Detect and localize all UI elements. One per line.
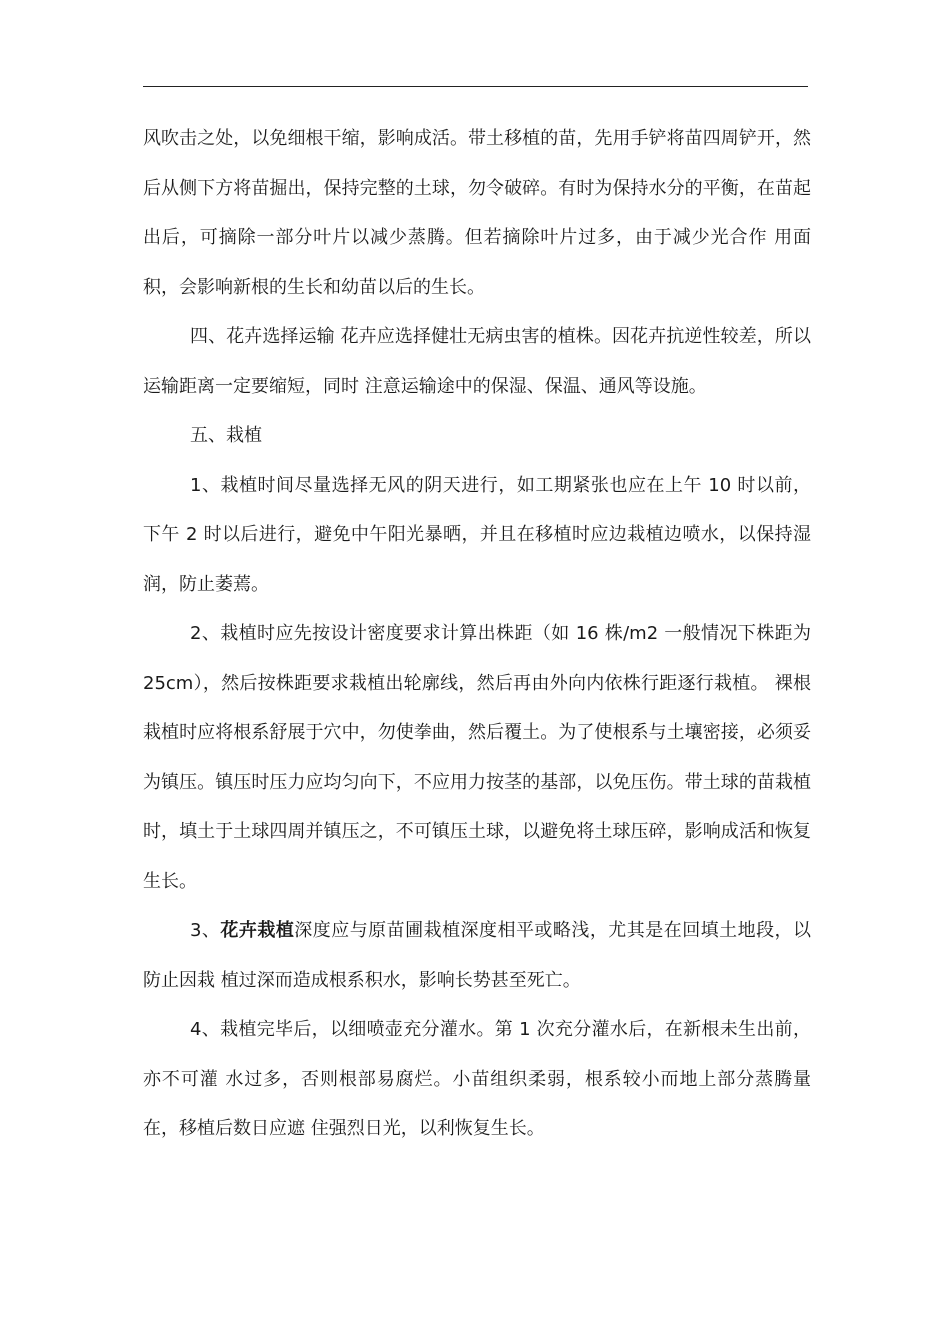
paragraph-item-2: 2、栽植时应先按设计密度要求计算出株距（如 16 株/m2 一般情况下株距为 25cm），然后按株距要求栽植出轮廓线，然后再由外向内依株行距逐行栽植。 裸根栽植时应将根系舒展于穴中，勿使拳曲，然后覆土。为了使根系与土壤密接，必须妥为镇压。镇压时压力应均匀向下，不应用力按茎的基部，以免压伤。带土球的苗栽植时，填土于土球四周并镇压之，不可镇压土球，以避免将土球压碎，影响成活和恢复生长。 bbox=[143, 623, 811, 892]
paragraph-item-3 bbox=[143, 906, 811, 1005]
body-text bbox=[143, 114, 811, 1154]
item-3-rest: 深度应与原苗圃栽植深度相平或略浅，尤其是在回填土地段，以防止因栽 植过深而造成根系积水，影响长势甚至死亡。 bbox=[143, 920, 812, 991]
paragraph-continuation: 风吹击之处，以免细根干缩，影响成活。带土移植的苗，先用手铲将苗四周铲开，然后从侧下方将苗掘出，保持完整的土球，勿令破碎。有时为保持水分的平衡，在苗起出后，可摘除一部分叶片以减少蒸腾。但若摘除叶片过多，由于减少光合作 用面积，会影响新根的生长和幼苗以后的生长。 bbox=[143, 128, 811, 298]
header-rule bbox=[143, 86, 808, 87]
paragraph-item-1: 1、栽植时间尽量选择无风的阴天进行，如工期紧张也应在上午 10 时以前，下午 2 时以后进行，避免中午阳光暴晒，并且在移植时应边栽植边喷水，以保持湿润，防止萎蔫。 bbox=[143, 474, 811, 595]
paragraph-section-4: 四、花卉选择运输 花卉应选择健壮无病虫害的植株。因花卉抗逆性较差，所以运输距离一定要缩短，同时 注意运输途中的保湿、保温、通风等设施。 bbox=[143, 326, 811, 397]
item-3-prefix: 3、 bbox=[190, 920, 221, 941]
paragraph-item-4: 4、栽植完毕后，以细喷壶充分灌水。第 1 次充分灌水后，在新根未生出前，亦不可灌 水过多，否则根部易腐烂。小苗组织柔弱，根系较小而地上部分蒸腾量在，移植后数日应遮 住强烈日光，以利恢复生长。 bbox=[143, 1019, 811, 1139]
item-3-bold-term: 花卉栽植 bbox=[220, 920, 295, 941]
section-heading-5: 五、栽植 bbox=[190, 425, 262, 446]
